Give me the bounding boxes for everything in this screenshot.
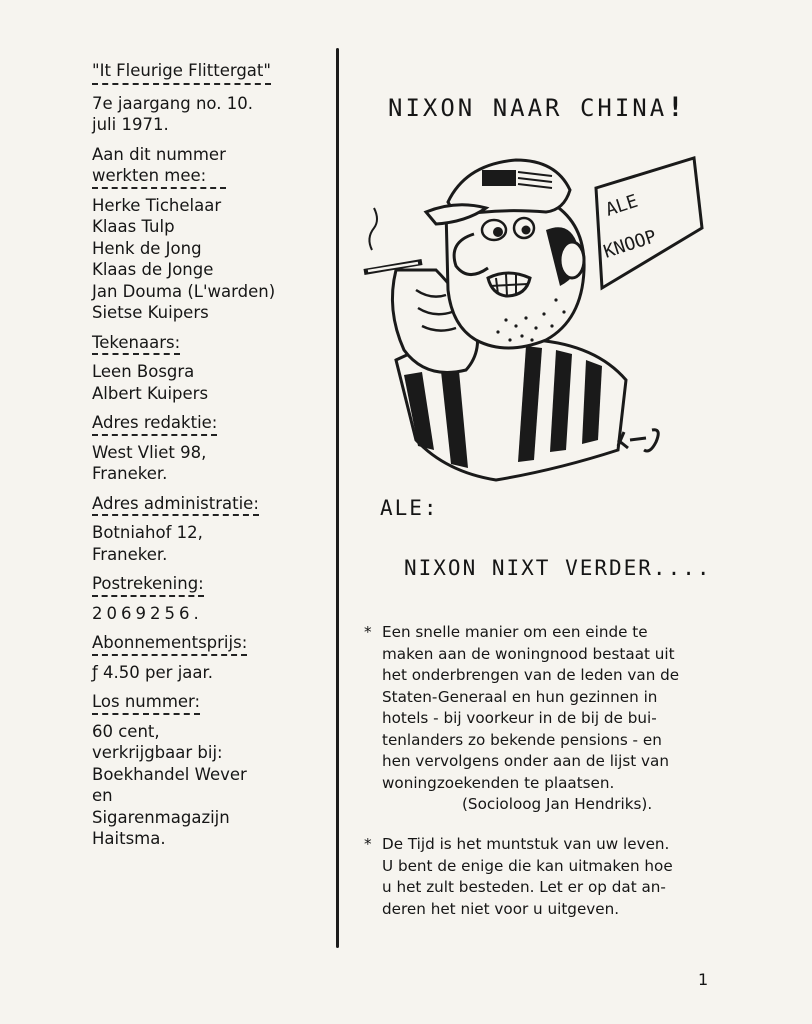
- address-line: West Vliet 98,: [92, 442, 207, 462]
- cartoon-illustration: [356, 150, 712, 490]
- account-number: 2069256.: [92, 603, 203, 623]
- item-line: hotels - bij voorkeur in de bij de bui-: [382, 709, 657, 727]
- section-header: [92, 144, 226, 189]
- single-issue-section: [92, 691, 327, 850]
- single-issue-line: 60 cent,: [92, 721, 160, 741]
- address-line: Franeker.: [92, 464, 168, 483]
- item-text: [382, 622, 744, 816]
- contributor-name: Klaas de Jonge: [92, 260, 214, 279]
- item-line: U bent de enige die kan uitmaken hoe: [382, 856, 673, 875]
- headline-mark: !: [667, 92, 687, 123]
- item-line: Een snelle manier om een einde te: [382, 623, 648, 641]
- item-line: De Tijd is het muntstuk van uw leven.: [382, 835, 670, 853]
- contributor-name: Klaas Tulp: [92, 217, 175, 236]
- item-attribution: (Socioloog Jan Hendriks).: [462, 795, 653, 813]
- news-item: [364, 622, 744, 816]
- subheadline: NIXON NIXT VERDER....: [404, 556, 712, 580]
- section-header: Adres redaktie:: [92, 412, 217, 436]
- cartoon-sign: [596, 158, 702, 288]
- item-line: u het zult besteden. Let er op dat an-: [382, 878, 666, 896]
- cartoon-sign-line: ALE: [603, 190, 641, 221]
- section-header: Abonnementsprijs:: [92, 632, 247, 656]
- illustrator-name: Leen Bosgra: [92, 362, 195, 381]
- news-item: [364, 834, 744, 920]
- item-text: [382, 834, 744, 920]
- issue-info: [92, 93, 327, 136]
- item-line: tenlanders zo bekende pensions - en: [382, 730, 662, 749]
- ale-label: ALE:: [380, 496, 439, 520]
- item-line: het onderbrengen van de leden van de: [382, 666, 680, 684]
- item-line: hen vervolgens onder aan de lijst van: [382, 752, 669, 770]
- headline: [388, 92, 686, 123]
- item-bullet: *: [364, 835, 372, 853]
- page-number: 1: [698, 970, 709, 989]
- administration-address-section: [92, 493, 327, 566]
- section-header-line: Aan dit nummer: [92, 144, 226, 164]
- single-issue-line: verkrijgbaar bij:: [92, 743, 223, 762]
- column-divider: [336, 48, 339, 948]
- illustrators-section: [92, 332, 327, 405]
- contributor-name: Henk de Jong: [92, 238, 202, 258]
- issue-line: juli 1971.: [92, 115, 169, 134]
- item-line: woningzoekenden te plaatsen.: [382, 773, 615, 792]
- issue-line: 7e jaargang no. 10.: [92, 93, 253, 113]
- section-header: Tekenaars:: [92, 332, 180, 356]
- item-line: deren het niet voor u uitgeven.: [382, 899, 620, 918]
- illustrator-name: Albert Kuipers: [92, 383, 209, 403]
- item-line: maken aan de woningnood bestaat uit: [382, 644, 675, 663]
- section-header: Postrekening:: [92, 573, 204, 597]
- item-bullet: *: [364, 623, 372, 641]
- editorial-address-section: [92, 412, 327, 485]
- publication-title: "It Fleurige Flittergat": [92, 60, 271, 85]
- section-header-line: werkten mee:: [92, 166, 207, 185]
- contributors-section: [92, 144, 327, 324]
- item-line: Staten-Generaal en hun gezinnen in: [382, 687, 658, 706]
- contributor-name: Herke Tichelaar: [92, 195, 222, 215]
- postal-account-section: [92, 573, 327, 624]
- subscription-section: [92, 632, 327, 683]
- section-header: Adres administratie:: [92, 493, 259, 517]
- contributor-name: Sietse Kuipers: [92, 303, 209, 322]
- subscription-price: ƒ 4.50 per jaar.: [92, 662, 214, 682]
- colophon: [92, 60, 327, 858]
- section-header: Los nummer:: [92, 691, 200, 715]
- address-line: Franeker.: [92, 544, 168, 564]
- single-issue-line: en: [92, 786, 113, 805]
- cartoon-sign-line: KNOOP: [601, 226, 660, 263]
- single-issue-line: Haitsma.: [92, 829, 166, 848]
- single-issue-line: Boekhandel Wever: [92, 764, 247, 784]
- address-line: Botniahof 12,: [92, 523, 203, 542]
- single-issue-line: Sigarenmagazijn: [92, 807, 230, 827]
- headline-text: NIXON NAAR CHINA: [388, 94, 668, 122]
- contributor-name: Jan Douma (L'warden): [92, 281, 276, 301]
